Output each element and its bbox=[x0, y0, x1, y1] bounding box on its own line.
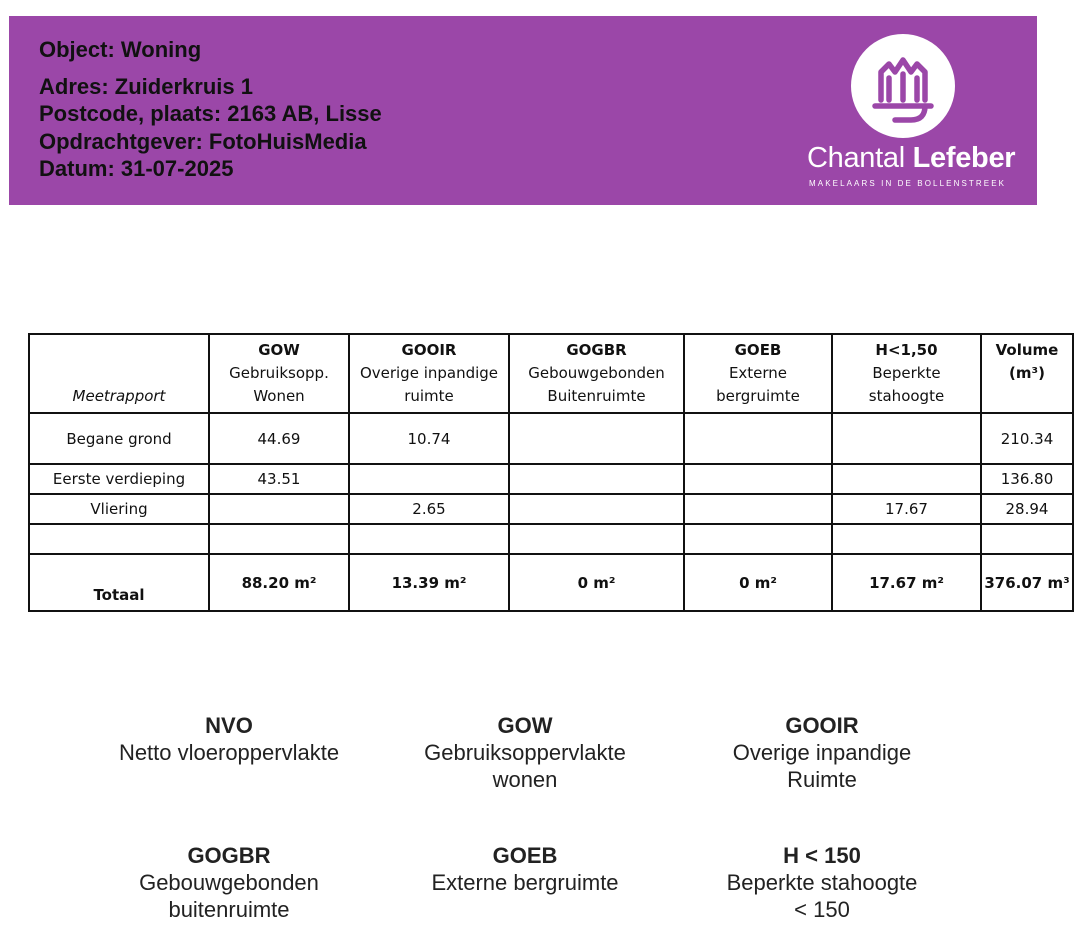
legend-code: GOW bbox=[497, 713, 553, 738]
legend-item-nvo bbox=[79, 712, 379, 766]
table-cell bbox=[981, 524, 1073, 554]
legend-item-h150 bbox=[672, 842, 972, 923]
legend-desc: Netto vloeroppervlakte bbox=[118, 740, 340, 765]
logo-name-first: Chantal bbox=[807, 142, 913, 174]
column-desc: stahoogte bbox=[868, 387, 945, 405]
column-desc: ruimte bbox=[404, 387, 454, 405]
row-label: Eerste verdieping bbox=[29, 464, 209, 494]
legend-desc: Externe bergruimte bbox=[431, 870, 619, 895]
row-label: Begane grond bbox=[29, 413, 209, 464]
table-cell: 28.94 bbox=[981, 494, 1073, 524]
table-cell: 17.67 bbox=[832, 494, 981, 524]
column-desc: Overige inpandige bbox=[359, 364, 499, 382]
table-cell bbox=[209, 524, 349, 554]
column-code: GOEB bbox=[734, 341, 782, 359]
column-code: H<1,50 bbox=[875, 341, 938, 359]
legend-item-gow bbox=[375, 712, 675, 793]
header-cell-gogbr bbox=[509, 334, 684, 413]
total-cell: 0 m² bbox=[509, 554, 684, 611]
company-logo bbox=[807, 34, 1022, 194]
table-cell bbox=[209, 494, 349, 524]
table-cell bbox=[509, 524, 684, 554]
table-cell: 2.65 bbox=[349, 494, 509, 524]
legend-desc: Gebruiksoppervlakte bbox=[424, 740, 626, 765]
header-cell-gooir bbox=[349, 334, 509, 413]
row-label: Vliering bbox=[29, 494, 209, 524]
table-row bbox=[29, 524, 1073, 554]
logo-name-last: Lefeber bbox=[912, 142, 1016, 174]
table-row bbox=[29, 464, 1073, 494]
header-cell-volume bbox=[981, 334, 1073, 413]
total-label: Totaal bbox=[29, 554, 209, 611]
tulip-house-icon bbox=[851, 34, 955, 138]
table-cell bbox=[509, 494, 684, 524]
total-cell: 0 m² bbox=[684, 554, 832, 611]
legend-desc: Gebouwgebonden bbox=[139, 870, 319, 895]
table-cell: 136.80 bbox=[981, 464, 1073, 494]
column-desc: Gebruiksopp. bbox=[229, 364, 329, 382]
column-desc: Gebouwgebonden bbox=[528, 364, 665, 382]
logo-tagline: MAKELAARS IN DE BOLLENSTREEK bbox=[809, 179, 1007, 188]
legend-code: GOOIR bbox=[785, 713, 859, 738]
total-row bbox=[29, 554, 1073, 611]
column-desc: Buitenruimte bbox=[547, 387, 646, 405]
table-cell bbox=[684, 464, 832, 494]
table-cell bbox=[509, 413, 684, 464]
header-banner bbox=[9, 16, 1037, 205]
table-cell bbox=[832, 413, 981, 464]
table-cell bbox=[349, 524, 509, 554]
legend-desc: Overige inpandige bbox=[732, 740, 912, 765]
address-line: Adres: Zuiderkruis 1 bbox=[39, 73, 253, 99]
row-label bbox=[29, 524, 209, 554]
table-row bbox=[29, 413, 1073, 464]
logo-wordmark bbox=[807, 142, 1016, 175]
table-row bbox=[29, 494, 1073, 524]
legend-desc: Ruimte bbox=[787, 767, 857, 792]
legend-code: H < 150 bbox=[783, 843, 861, 868]
legend-item-gogbr bbox=[79, 842, 379, 923]
legend-desc: < 150 bbox=[794, 897, 850, 922]
legend-item-goeb bbox=[375, 842, 675, 896]
legend-code: GOEB bbox=[492, 843, 558, 868]
date-line: Datum: 31-07-2025 bbox=[39, 156, 234, 181]
legend-desc: buitenruimte bbox=[168, 897, 290, 922]
table-cell: 10.74 bbox=[349, 413, 509, 464]
column-code: GOGBR bbox=[566, 341, 627, 359]
table-cell bbox=[684, 413, 832, 464]
postcode-line: Postcode, plaats: 2163 AB, Lisse bbox=[39, 101, 382, 126]
object-info bbox=[39, 36, 382, 183]
legend-item-gooir bbox=[672, 712, 972, 793]
total-cell: 13.39 m² bbox=[349, 554, 509, 611]
table-cell bbox=[684, 524, 832, 554]
total-cell: 17.67 m² bbox=[832, 554, 981, 611]
header-cell-goeb bbox=[684, 334, 832, 413]
column-code: GOW bbox=[258, 341, 300, 359]
table-cell: 44.69 bbox=[209, 413, 349, 464]
legend-desc: wonen bbox=[492, 767, 558, 792]
legend-desc: Beperkte stahoogte bbox=[726, 870, 918, 895]
column-desc: Wonen bbox=[253, 387, 305, 405]
table-cell bbox=[509, 464, 684, 494]
column-code: GOOIR bbox=[401, 341, 457, 359]
total-cell: 376.07 m³ bbox=[981, 554, 1073, 611]
table-cell bbox=[349, 464, 509, 494]
table-cell bbox=[832, 524, 981, 554]
total-cell: 88.20 m² bbox=[209, 554, 349, 611]
column-desc: bergruimte bbox=[716, 387, 800, 405]
object-line: Object: Woning bbox=[39, 37, 202, 62]
client-line: Opdrachtgever: FotoHuisMedia bbox=[39, 128, 367, 154]
column-unit: (m³) bbox=[1009, 364, 1045, 382]
column-code: Volume bbox=[995, 341, 1059, 359]
corner-label: Meetrapport bbox=[29, 334, 209, 413]
header-cell-h150 bbox=[832, 334, 981, 413]
table-cell: 43.51 bbox=[209, 464, 349, 494]
column-desc: Beperkte bbox=[872, 364, 941, 382]
table-cell bbox=[684, 494, 832, 524]
column-desc: Externe bbox=[728, 364, 788, 382]
legend-code: NVO bbox=[205, 713, 253, 738]
measurement-table bbox=[28, 333, 1074, 612]
table-cell bbox=[832, 464, 981, 494]
table-header-row bbox=[29, 334, 1073, 413]
table-cell: 210.34 bbox=[981, 413, 1073, 464]
header-cell-gow bbox=[209, 334, 349, 413]
legend-code: GOGBR bbox=[187, 843, 271, 868]
